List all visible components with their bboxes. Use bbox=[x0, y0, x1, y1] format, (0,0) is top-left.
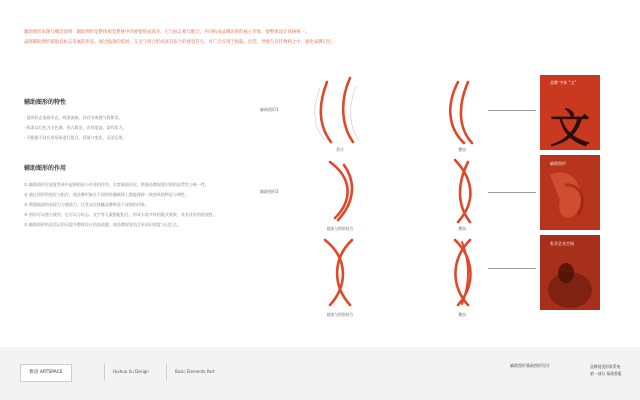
caption-row2-right: 叠加 bbox=[458, 226, 466, 231]
connector-line bbox=[488, 110, 536, 111]
features-list bbox=[24, 113, 224, 143]
footer-designer: Huihua Xu Design bbox=[104, 364, 157, 380]
curve-combine-b bbox=[338, 165, 352, 220]
functions-list bbox=[24, 180, 224, 230]
caption-row1-right: 叠加 bbox=[458, 147, 466, 152]
poster-2-fabric bbox=[540, 155, 600, 230]
list-item: · 可根据不同应用场景进行组合、延展与变化，灵活运用。 bbox=[24, 135, 127, 140]
footer-title: 辅助图形基础图形设计 bbox=[510, 363, 550, 368]
intro-text bbox=[24, 28, 614, 48]
caption-row1-left: 拆分 bbox=[336, 147, 344, 152]
section-title-functions: 辅助图形的作用 bbox=[24, 165, 67, 172]
curve-combine-c bbox=[325, 240, 343, 305]
curve-overlay-e bbox=[455, 240, 470, 305]
poster-3-text: 私享艺术空间 bbox=[550, 241, 574, 246]
caption-row2-left: 提炼与图形结合 bbox=[326, 226, 354, 231]
connector-line bbox=[488, 268, 536, 269]
list-item: · 提炼标志笔画形态，线条流畅，具有节奏感与韵律美。 bbox=[24, 115, 123, 120]
curve-overlay-c bbox=[455, 160, 470, 222]
poster-1-text: 品牌 字体 "文" bbox=[550, 80, 577, 85]
poster-2 bbox=[540, 155, 600, 230]
footer-part: Basic Elements Part bbox=[166, 364, 223, 380]
list-item: ⑤ 辅助图形的灵活运用可提升整体设计的品质感，使品牌视觉语言更具识别度与记忆点。 bbox=[24, 222, 181, 227]
footer-sub-1: 品牌视觉形象系统 bbox=[590, 364, 621, 369]
poster-1 bbox=[540, 75, 600, 150]
footer-logo: 雅迹 ARTSPACE bbox=[20, 364, 72, 382]
section-title-features: 辅助图形的特性 bbox=[24, 99, 67, 106]
footer-bar bbox=[0, 347, 640, 400]
poster-2-text: 辅助图形 bbox=[550, 161, 566, 166]
poster-3 bbox=[540, 235, 600, 310]
poster-1-char: 文 bbox=[550, 105, 590, 150]
list-item: · 线条以红色为主色调，形式简洁，识别度高，富有张力。 bbox=[24, 125, 127, 130]
curve-combine-a bbox=[330, 162, 348, 218]
curve-overlay-g bbox=[462, 242, 468, 304]
intro-line-2: 品牌辅助图形提取自标志笔画的形态，通过线条的延展、交叉与组合形成富有张力的视觉符号，可广泛应用于海报、包装、导视与宣传物料之中，强化品牌记忆。 bbox=[24, 40, 336, 45]
curve-combine-d bbox=[337, 240, 352, 305]
footer-subtitle bbox=[590, 363, 634, 377]
curve-overlay-d bbox=[460, 162, 470, 222]
curve-split-left bbox=[321, 82, 331, 142]
connector-line bbox=[488, 192, 536, 193]
poster-3-figure bbox=[540, 235, 600, 310]
intro-line-1: 辅助图形来源与概念说明：辅助图形是整体视觉系统中的重要组成部分，它与标志相互配合，共同构成品牌识别的核心形象，使整体设计风格统一。 bbox=[24, 30, 310, 35]
curve-split-right bbox=[343, 78, 353, 142]
curve-overlay-a bbox=[450, 82, 464, 143]
list-item: ② 通过图形的变化与组合，使品牌形象在不同的传播载体上都能保持一致的风格特征与调性。 bbox=[24, 192, 189, 197]
list-item: ③ 增强画面的表现力与感染力，让受众在接触品牌时留下深刻的印象。 bbox=[24, 202, 149, 207]
list-item: ④ 图形可以独立使用，也可以与标志、文字等元素搭配组合，形成丰富多样的版式效果，具有良好的延展性。 bbox=[24, 212, 217, 217]
row-label-1: 辅助图形1 bbox=[260, 107, 279, 112]
footer-sub-2: 第一部分 基础要素 bbox=[590, 371, 622, 376]
caption-row3-right: 叠加 bbox=[458, 312, 466, 317]
row-label-2: 辅助图形2 bbox=[260, 189, 279, 194]
list-item: ① 辅助图形在视觉系统中起到衔接与补充的作用，丰富画面层次，增强品牌视觉识别的连贯性与统一性。 bbox=[24, 182, 209, 187]
curve-overlay-f bbox=[455, 240, 470, 305]
caption-row3-left: 提炼与图形结合 bbox=[326, 312, 354, 317]
curve-overlay-b bbox=[461, 82, 472, 143]
